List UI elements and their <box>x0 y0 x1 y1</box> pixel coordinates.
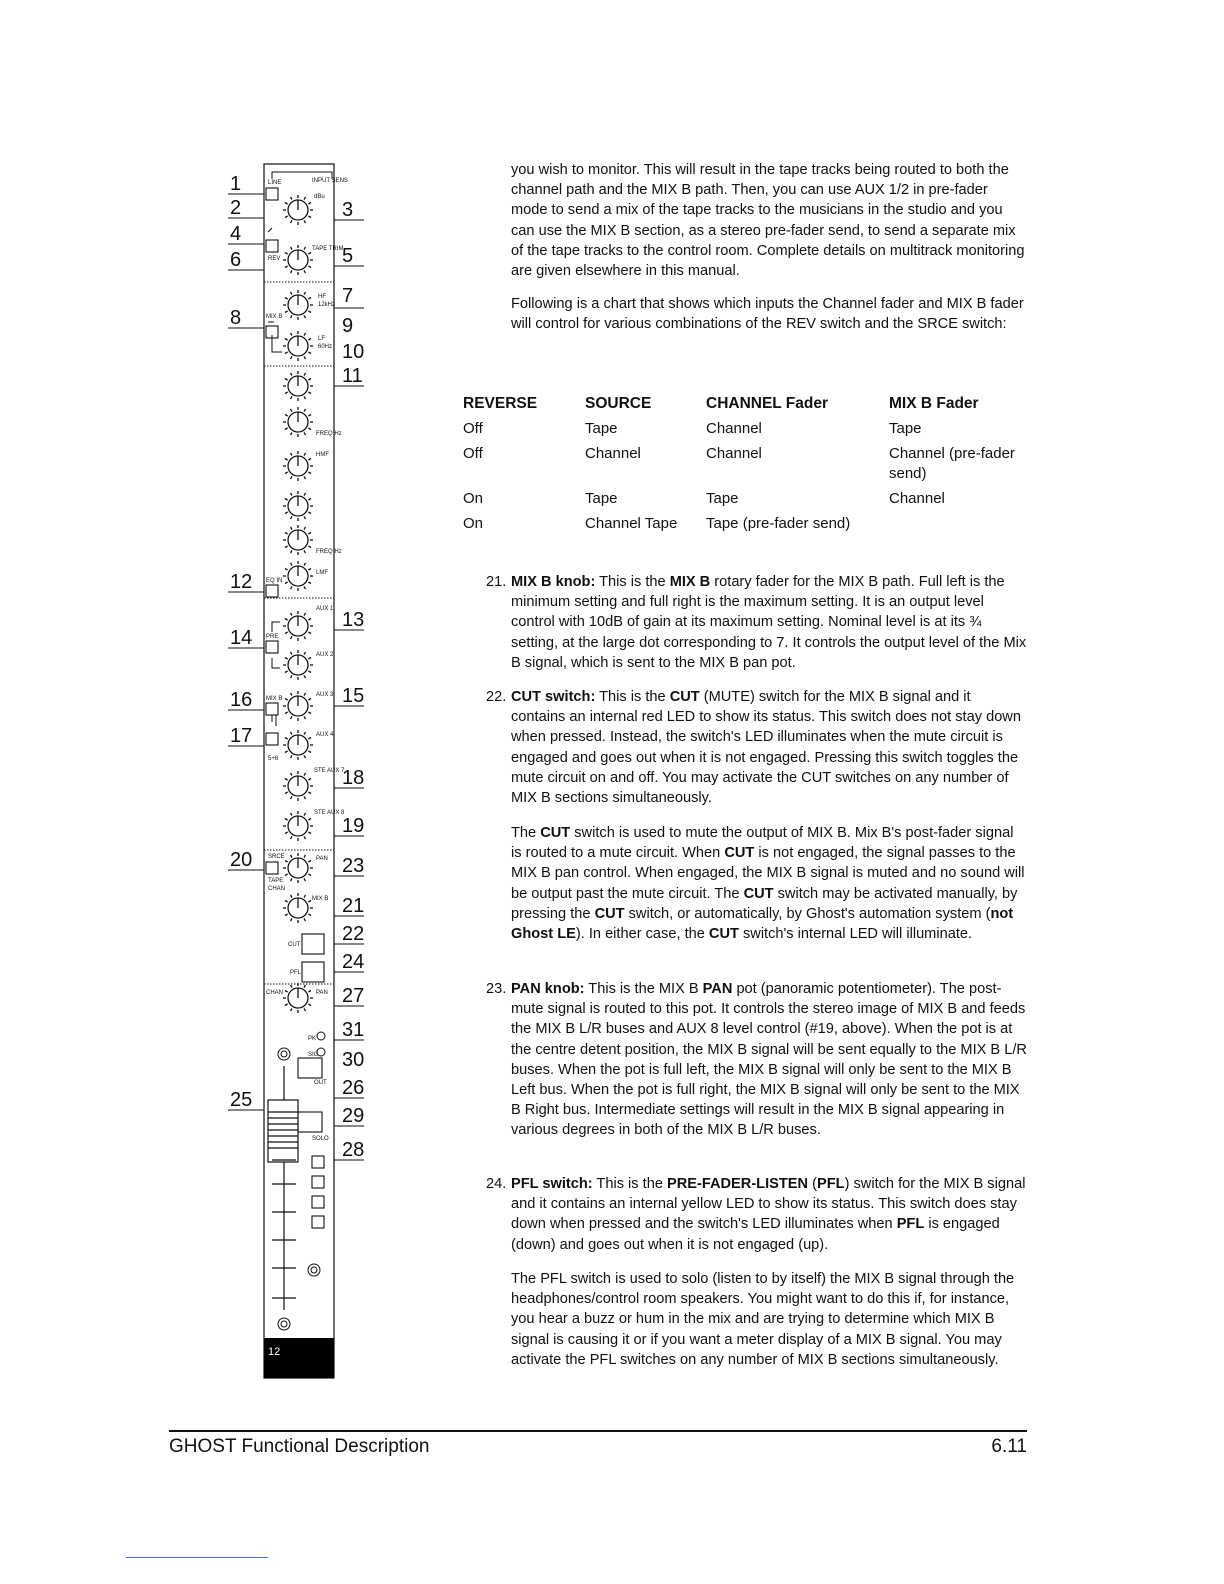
svg-text:SIG: SIG <box>308 1052 319 1058</box>
svg-text:INPUT SENS: INPUT SENS <box>312 178 348 184</box>
table-row <box>463 487 1043 512</box>
svg-text:STE AUX 8: STE AUX 8 <box>314 810 345 816</box>
item-text: pot (panoramic potentiometer). The post-mute signal is routed to this pot. It controls the stereo image of MIX B and feeds the MIX B L/R buses and AUX 8 level control (#19, above). When the pot is at the centre detent position, the MIX B signal will be sent equally to the MIX B L/R buses. When the pot is full left, the MIX B signal will only be sent to the MIX B Left bus. When the pot is full right, the MIX B signal will only be sent to the MIX B Right bus. Intermediate settings will result in the MIX B signal appearing in various degrees in both of the MIX B L/R buses. <box>511 981 1027 1139</box>
item-22-cut-switch <box>486 687 1027 808</box>
svg-text:LINE: LINE <box>268 180 282 186</box>
callout-label: 23 <box>342 855 365 877</box>
callout-label: 31 <box>342 1019 365 1041</box>
svg-text:EQ IN: EQ IN <box>266 578 283 584</box>
callout-label: 25 <box>230 1089 253 1111</box>
callout-label: 20 <box>230 849 253 871</box>
callout-label: 10 <box>342 341 365 363</box>
item-23-pan-knob <box>486 979 1027 1141</box>
table-cell: Off <box>463 445 483 462</box>
callout-label: 30 <box>342 1049 365 1071</box>
item-number: 24. <box>486 1176 507 1192</box>
strip-number: 12 <box>268 1346 281 1358</box>
callout-label: 29 <box>342 1105 365 1127</box>
item-text: ) switch for the MIX B signal and it contains an internal yellow LED to show its status. This switch does stay down when pressed and the switch's LED illuminates when <box>511 1176 1026 1233</box>
item-title: PFL switch: <box>511 1176 593 1192</box>
svg-text:PAN: PAN <box>316 856 328 862</box>
table-cell: Channel <box>706 445 762 462</box>
svg-text:60Hz: 60Hz <box>318 344 333 350</box>
svg-text:LMF: LMF <box>316 570 328 576</box>
table-row <box>463 512 1043 537</box>
item-emphasis: PAN <box>702 981 733 997</box>
table-cell: Tape <box>706 490 739 507</box>
svg-text:TAPE: TAPE <box>268 878 284 884</box>
callout-label: 26 <box>342 1077 365 1099</box>
svg-text:REV: REV <box>268 256 281 262</box>
table-cell: Tape (pre-fader send) <box>706 515 851 532</box>
svg-text:HMF: HMF <box>316 452 329 458</box>
svg-text:FREQ Hz: FREQ Hz <box>316 549 342 555</box>
callout-label: 27 <box>342 985 365 1007</box>
item-24-pfl-switch <box>486 1174 1027 1255</box>
callout-label: 9 <box>342 315 354 337</box>
routing-table <box>463 392 1043 537</box>
item-title: MIX B knob: <box>511 574 596 590</box>
svg-text:CHAN: CHAN <box>266 990 284 996</box>
svg-text:dBu: dBu <box>314 194 325 200</box>
svg-text:FREQ Hz: FREQ Hz <box>316 431 342 437</box>
table-cell: On <box>463 490 484 507</box>
item-21-mix-b-knob <box>486 572 1027 673</box>
svg-text:MIX B: MIX B <box>266 696 283 702</box>
table-header: REVERSE <box>463 395 538 412</box>
table-cell: Channel (pre-fader send) <box>889 445 1015 483</box>
page-number: 6.11 <box>991 1436 1027 1457</box>
item-text: This is the MIX B <box>584 981 703 997</box>
item-text: This is the <box>592 1176 667 1192</box>
svg-text:AUX 3: AUX 3 <box>316 692 334 698</box>
callout-label: 7 <box>342 285 354 307</box>
svg-text:PRE: PRE <box>266 634 279 640</box>
svg-text:12kHz: 12kHz <box>318 302 336 308</box>
callout-label: 14 <box>230 627 253 649</box>
bottom-divider <box>126 1557 268 1558</box>
table-cell: Tape <box>585 420 618 437</box>
item-text: ( <box>808 1176 817 1192</box>
callout-label: 5 <box>342 245 354 267</box>
table-cell: Off <box>463 420 483 437</box>
callout-label: 13 <box>342 609 365 631</box>
callout-label: 19 <box>342 815 365 837</box>
item-title: CUT switch: <box>511 689 596 705</box>
item-text: This is the <box>595 689 670 705</box>
svg-text:AUX 4: AUX 4 <box>316 732 334 738</box>
callout-label: 21 <box>342 895 365 917</box>
table-row <box>463 442 1043 487</box>
item-emphasis: PRE-FADER-LISTEN <box>667 1176 809 1192</box>
item-text: This is the <box>595 574 670 590</box>
svg-text:CHAN: CHAN <box>268 886 286 892</box>
callout-label: 8 <box>230 307 242 329</box>
item-text: is engaged (down) and goes out when it is not engaged (up). <box>511 1216 1000 1253</box>
table-cell: Channel <box>585 445 641 462</box>
svg-text:STE AUX 7: STE AUX 7 <box>314 768 345 774</box>
svg-text:PAN: PAN <box>316 990 328 996</box>
callout-label: 16 <box>230 689 253 711</box>
table-header: CHANNEL Fader <box>706 395 829 412</box>
callout-label: 3 <box>342 199 354 221</box>
table-cell: Channel <box>706 420 762 437</box>
footer-title: GHOST Functional Description <box>169 1436 430 1457</box>
svg-text:TAPE TRIM: TAPE TRIM <box>312 246 344 252</box>
callout-label: 22 <box>342 923 365 945</box>
table-cell: Channel Tape <box>585 515 678 532</box>
item-number: 21. <box>486 574 507 590</box>
callout-label: 24 <box>342 951 365 973</box>
callout-label: 6 <box>230 249 242 271</box>
svg-text:AUX 1: AUX 1 <box>316 606 334 612</box>
item-text: rotary fader for the MIX B path. Full left is the minimum setting and full right is the maximum setting. It is an output level control with 10dB of gain at its maximum setting. Nominal level is at its ¾ setting, at the large dot corresponding to 7. It controls the output level of the Mix B signal, which is sent to the MIX B pan pot. <box>511 574 1027 671</box>
svg-text:LF: LF <box>318 336 326 342</box>
svg-text:MIX B: MIX B <box>266 314 283 320</box>
callout-label: 18 <box>342 767 365 789</box>
table-cell: On <box>463 515 484 532</box>
callout-label: 28 <box>342 1139 365 1161</box>
svg-text:MIX B: MIX B <box>312 896 329 902</box>
item-text: (MUTE) switch for the MIX B signal and it contains an internal red LED to show its status. This switch does not stay down when pressed. Instead, the switch's LED illuminates when the mute circuit is engaged and goes out when it is not engaged. Pressing this switch toggles the mute circuit on and off. You may activate the CUT switches on any number of MIX B sections simultaneously. <box>511 689 1021 807</box>
item-emphasis: PFL <box>817 1176 845 1192</box>
table-cell: Channel <box>889 490 945 507</box>
item-number: 22. <box>486 689 507 705</box>
callout-label: 12 <box>230 571 253 593</box>
item-emphasis: PFL <box>896 1216 925 1233</box>
callout-label: 1 <box>230 173 242 195</box>
table-header: SOURCE <box>585 395 652 412</box>
svg-text:CUT: CUT <box>288 942 301 948</box>
item-24-pfl-paragraph: The PFL switch is used to solo (listen to by itself) the MIX B signal through the headphones/control room speakers. You might want to do this if, for instance, you hear a buzz or hum in the mix and are trying to determine which MIX B signal is causing it or if you want a meter display of a MIX B signal. You may activate the PFL switches on any number of MIX B sections simultaneously. <box>511 1271 1015 1368</box>
intro-paragraph-1: you wish to monitor. This will result in the tape tracks being routed to both the channel path and the MIX B path. Then, you can use AUX 1/2 in pre-fader mode to send a mix of the tape tracks to the musicians in the studio and you can use the MIX B section, as a stereo pre-fader send, to send a separate mix of the tape tracks to the control room. Complete details on multitrack monitoring are given elsewhere in this manual. <box>511 162 1025 280</box>
svg-text:AUX 2: AUX 2 <box>316 652 334 658</box>
table-cell: Tape <box>585 490 618 507</box>
svg-text:HF: HF <box>318 294 326 300</box>
table-cell: Tape <box>889 420 922 437</box>
callout-label: 11 <box>342 365 363 387</box>
svg-text:SRCE: SRCE <box>268 854 285 860</box>
table-header: MIX B Fader <box>889 395 979 412</box>
svg-text:5+6: 5+6 <box>268 756 279 762</box>
footer-rule <box>169 1430 1027 1432</box>
item-emphasis: CUT <box>669 689 700 705</box>
callout-label: 4 <box>230 223 242 245</box>
item-emphasis: MIX B <box>669 574 711 590</box>
item-number: 23. <box>486 981 507 997</box>
svg-text:SOLO: SOLO <box>312 1136 329 1142</box>
svg-text:OUT: OUT <box>314 1080 327 1086</box>
callout-label: 15 <box>342 685 365 707</box>
table-header-row <box>463 392 1043 417</box>
svg-text:PFL: PFL <box>290 970 302 976</box>
svg-text:PK: PK <box>308 1036 317 1042</box>
channel-strip-diagram <box>228 160 368 1385</box>
intro-paragraph-2: Following is a chart that shows which inputs the Channel fader and MIX B fader will control for various combinations of the REV switch and the SRCE switch: <box>511 296 1024 333</box>
item-title: PAN knob: <box>511 981 585 997</box>
callout-label: 2 <box>230 197 242 219</box>
item-22-cut-paragraph: The CUT switch is used to mute the output of MIX B. Mix B's post-fader signal is routed to a mute circuit. When CUT is not engaged, the signal passes to the MIX B pan control. When engaged, the MIX B signal is muted and no sound will be output past the mute circuit. The CUT switch may be activated manually, by pressing the CUT switch, or automatically, by Ghost's automation system (not Ghost LE). In either case, the CUT switch's internal LED will illuminate. <box>511 825 1025 943</box>
table-row <box>463 417 1043 442</box>
callout-label: 17 <box>230 725 253 747</box>
